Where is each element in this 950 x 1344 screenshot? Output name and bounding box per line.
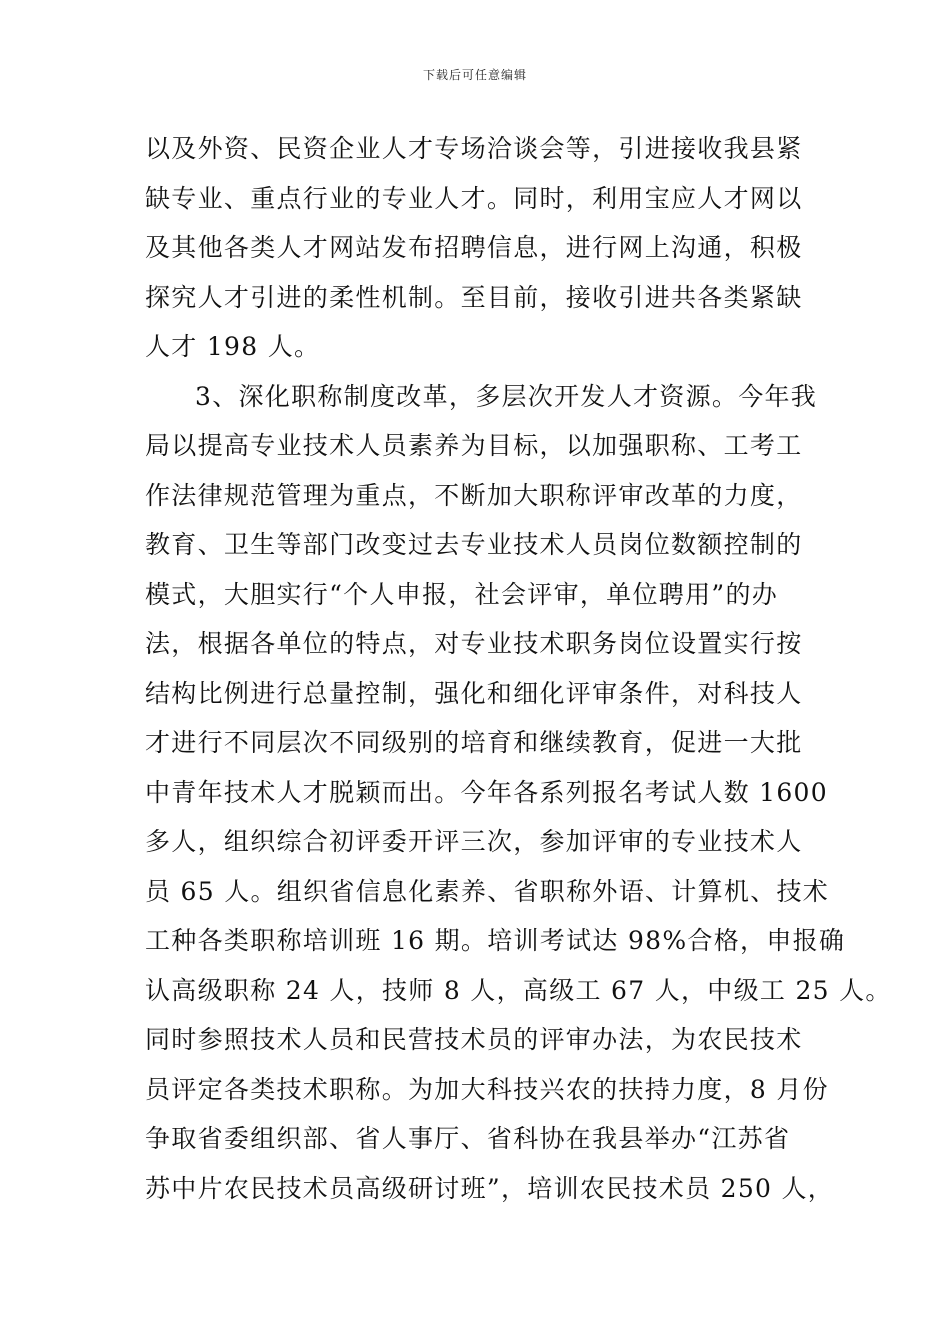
text-line: 及其他各类人才网站发布招聘信息，进行网上沟通，积极	[145, 233, 803, 262]
text-line: 缺专业、重点行业的专业人才。同时，利用宝应人才网以	[145, 183, 803, 213]
text-line: 作法律规范管理为重点，不断加大职称评审改革的力度，	[145, 480, 803, 510]
text-line: 法，根据各单位的特点，对专业技术职务岗位设置实行按	[145, 629, 803, 658]
text-line: 同时参照技术人员和民营技术员的评审办法，为农民技术	[145, 1025, 803, 1054]
text-line: 结构比例进行总量控制，强化和细化评审条件，对科技人	[145, 678, 803, 708]
document-body	[145, 124, 892, 1213]
text-line: 教育、卫生等部门改变过去专业技术人员岗位数额控制的	[145, 530, 803, 559]
page-header: 下载后可任意编辑	[422, 68, 527, 82]
text-line: 局以提高专业技术人员素养为目标，以加强职称、工考工	[145, 431, 803, 460]
text-line: 苏中片农民技术员高级研讨班”，培训农民技术员 250 人，	[145, 1173, 835, 1203]
text-line: 工种各类职称培训班 16 期。培训考试达 98%合格，申报确	[145, 926, 846, 955]
text-line: 模式，大胆实行“个人申报，社会评审，单位聘用”的办	[145, 579, 779, 609]
text-line: 多人，组织综合初评委开评三次，参加评审的专业技术人	[145, 827, 803, 856]
text-line: 争取省委组织部、省人事厅、省科协在我县举办“江苏省	[145, 1124, 791, 1153]
paragraph-start-line: 3、深化职称制度改革，多层次开发人才资源。今年我	[195, 381, 818, 411]
text-line: 认高级职称 24 人，技师 8 人，高级工 67 人，中级工 25 人。	[145, 975, 892, 1005]
text-line: 探究人才引进的柔性机制。至目前，接收引进共各类紧缺	[145, 282, 803, 312]
text-line: 员评定各类技术职称。为加大科技兴农的扶持力度，8 月份	[145, 1074, 829, 1104]
text-line: 员 65 人。组织省信息化素养、省职称外语、计算机、技术	[145, 876, 830, 906]
text-line: 人才 198 人。	[145, 332, 321, 361]
text-line: 以及外资、民资企业人才专场洽谈会等，引进接收我县紧	[145, 134, 803, 163]
text-line: 才进行不同层次不同级别的培育和继续教育，促进一大批	[145, 728, 803, 757]
text-line: 中青年技术人才脱颖而出。今年各系列报名考试人数 1600	[145, 777, 828, 807]
